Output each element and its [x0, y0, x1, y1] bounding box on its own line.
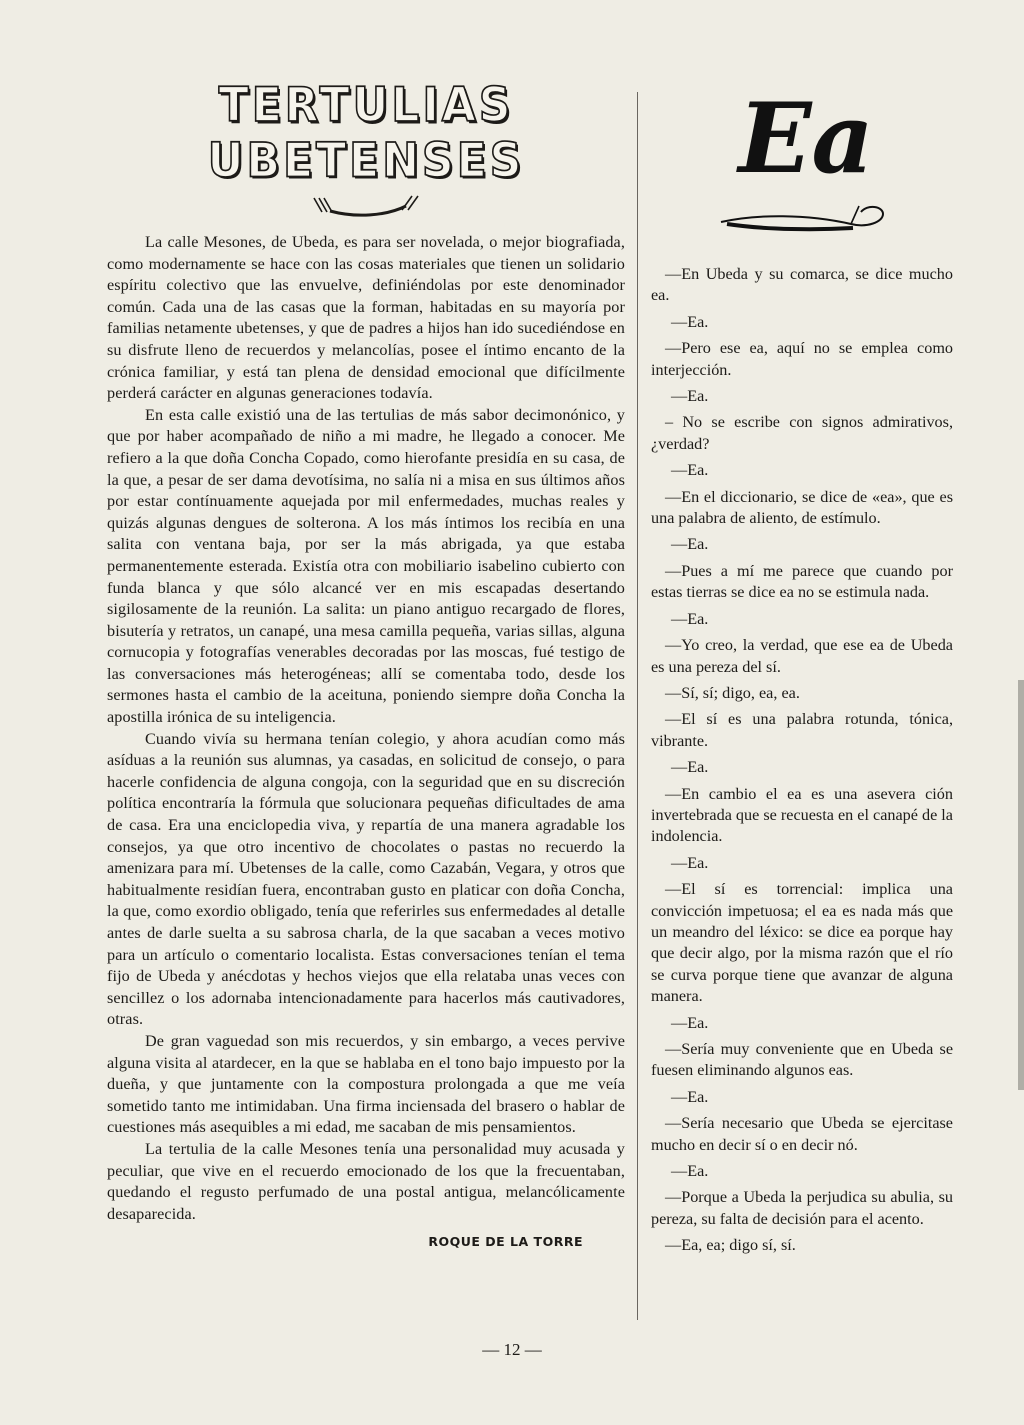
- dialogue-line: —Pues a mí me parece que cuando por estas tierras se dice ea no se estimula nada.: [651, 561, 953, 602]
- right-article-title: Ea: [738, 82, 874, 195]
- title-flourish-ornament: [306, 192, 426, 218]
- right-article: [645, 80, 953, 1262]
- dialogue-line: —Ea.: [671, 1162, 709, 1181]
- dialogue-line: —Ea.: [671, 387, 709, 406]
- dialogue-line: —Ea.: [671, 758, 709, 777]
- left-article: [107, 80, 625, 1249]
- dialogue-line: —El sí es una palabra rotunda, tónica, vibrante.: [651, 710, 953, 750]
- paragraph: La calle Mesones, de Ubeda, es para ser novelada, o mejor biografiada, como modernamente se hace con las cosas materiales que tienen un solidario espíritu colectivo que las envuelve, definiéndolas por este denominador común. Cada una de las casas que la forman, habitadas en su mayoría por familias netamente ubetenses, y que de padres a hijos han ido sucediéndose en su disfrute lleno de recuerdos y melancolías, posee el íntimo encanto de la crónica familiar, y está tan plena de densidad emocional que difícilmente perderá carácter en algunas generaciones todavía.: [107, 233, 625, 403]
- dialogue-line: —Ea.: [671, 461, 709, 480]
- dialogue-line: —El sí es torrencial: implica una convicción impetuosa; el ea es nada más que un meandro del léxico: se dice ea porque hay que decir algo, por la misma razón que el río se curva porque tiene que avanzar de alguna manera.: [651, 880, 953, 1006]
- dialogue-line: —Porque a Ubeda la perjudica su abulia, su pereza, su falta de decisión para el acento.: [651, 1188, 953, 1228]
- dialogue-line: —Sería muy conveniente que en Ubeda se fuesen eliminando algunos eas.: [651, 1040, 953, 1080]
- page-edge-shadow: [1018, 680, 1024, 1090]
- dialogue-line: —Ea.: [671, 609, 709, 628]
- paragraph: La tertulia de la calle Mesones tenía una personalidad muy acusada y peculiar, que vive en el recuerdo emocionado de los que la frecuentaban, quedando el regusto perfumado de una postal antigua, melancólicamente desaparecida.: [107, 1139, 625, 1223]
- dialogue-line: —Ea, ea; digo sí, sí.: [665, 1236, 796, 1255]
- dialogue-line: —Ea.: [671, 1087, 709, 1106]
- title-flourish-ornament: [717, 200, 889, 236]
- dialogue-line: —Yo creo, la verdad, que ese ea de Ubeda es una pereza del sí.: [651, 636, 953, 676]
- paragraph: Cuando vivía su hermana tenían colegio, y ahora acudían como más asíduas a la reunión sus alumnas, ya casadas, en solicitud de consejo, o para hacerle confidencia de alguna congoja, con la seguridad que en su discreción política encontraría la fórmula que solucionara pequeñas dificultades de ama de casa. Era una enciclopedia viva, y repartía de una manera agradable los consejos, ya que otro incentivo de chocolates o pastas no recuerdo la amenizara para mí. Ubetenses de la calle, como Cazabán, Vegara, y otros que habitualmente residían fuera, encontraban gusto en platicar con doña Concha, la que, como exordio obligado, tenía que referirles sus enfermedades al detalle antes de darle suelta a su sabrosa charla, de la que sacaban a veces motivo para un artículo o comentario localista. Estas conversaciones tenían el tema fijo de Ubeda y anécdotas y hechos viejos que ella relataba unas veces con sencillez o los adornaba intencionadamente para hacerlos más cautivadores, otras.: [107, 729, 625, 1029]
- paragraph: En esta calle existió una de las tertulias de más sabor decimonónico, y que por haber acompañado de niño a mi madre, he llegado a conocer. Me refiero a la que doña Concha Copado, como hierofante presidía en su casa, de la que, a pesar de ser dama devotísima, no salía ni a misa en sus últimos años por estar contínuamente aquejada por mil enfermedades, muchas reales y quizás algunas dengues de solterona. A los más íntimos los recibía en una salita con ventana baja, por ser la más abrigada, ya que estaba permanentemente esterada. Existía otra con mobiliario isabelino cubierto con funda blanca y que sólo alcancé ver en mis escapadas desertando sigilosamente de la reunión. La salita: un piano antiguo recargado de flores, bisutería y retratos, un canapé, una mesa camilla pequeña, varias sillas, alguna cornucopia y fotografías venerables decoradas por las moscas, fué testigo de las conversaciones más heterogéneas; allí se comentaba todo, desde los sermones hasta el cambio de la aceituna, poniendo siempre doña Concha la apostilla irónica de su inteligencia.: [107, 405, 625, 727]
- dialogue-line: —En cambio el ea es una asevera ción invertebrada que se recuesta en el canapé de la indolencia.: [651, 784, 953, 846]
- dialogue-line: —En Ubeda y su comarca, se dice mucho ea.: [651, 265, 953, 305]
- left-article-body: [107, 232, 625, 1225]
- author-signature: ROQUE DE LA TORRE: [428, 1234, 583, 1250]
- dialogue-line: —Ea.: [671, 312, 709, 331]
- dialogue-line: —Ea.: [671, 535, 709, 554]
- dialogue-line: —Sí, sí; digo, ea, ea.: [665, 683, 800, 702]
- dialogue-line: —En el diccionario, se dice de «ea», que es una palabra de aliento, de estímulo.: [651, 487, 953, 528]
- left-article-title: TERTULIAS UBETENSES: [207, 78, 525, 189]
- dialogue-line: —Pero ese ea, aquí no se emplea como interjección.: [651, 339, 953, 379]
- dialogue-line: – No se escribe con signos admirativos, ¿verdad?: [651, 413, 953, 453]
- dialogue-body: [645, 264, 953, 1257]
- dialogue-line: —Ea.: [671, 853, 709, 872]
- column-divider: [637, 92, 638, 1320]
- dialogue-line: —Ea.: [671, 1013, 709, 1032]
- paragraph: De gran vaguedad son mis recuerdos, y sin embargo, a veces pervive alguna visita al atardecer, en la que se hablaba en el tono bajo impuesto por la dueña, y que juntamente con la compostura prolongada a que me veía sometido tanto me intimidaban. Una firma inciensada del brasero o hablar de cuestiones más asequibles a mi edad, me sacaban de mis pensamientos.: [107, 1031, 625, 1137]
- dialogue-line: —Sería necesario que Ubeda se ejercitase mucho en decir sí o en decir nó.: [651, 1114, 953, 1154]
- page-number: — 12 —: [482, 1340, 542, 1359]
